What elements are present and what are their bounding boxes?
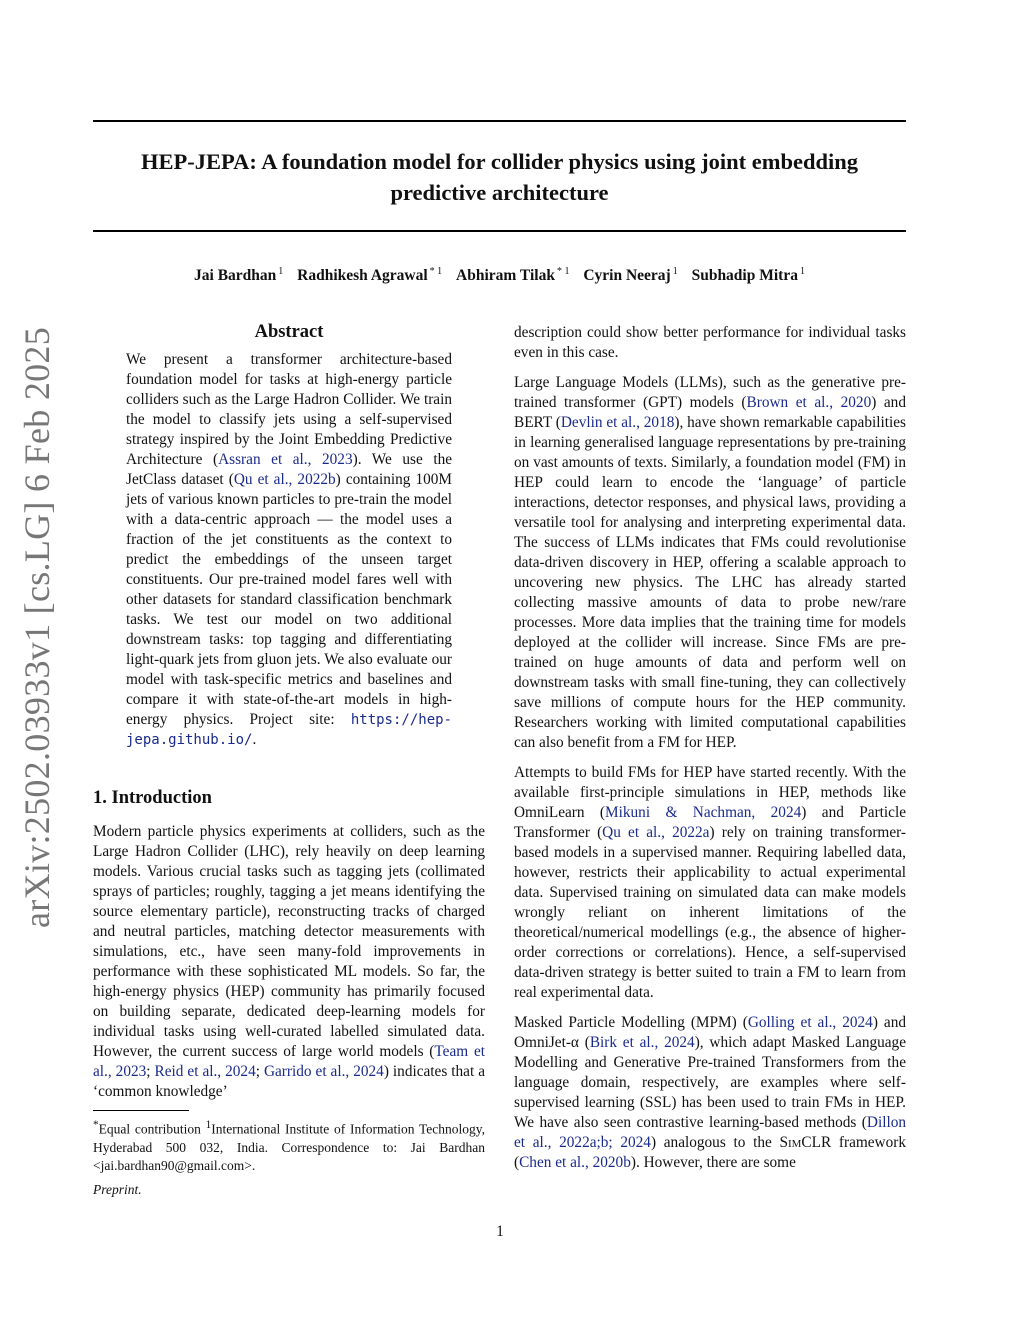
paragraph: Masked Particle Modelling (MPM) (Golling et al., 2024) and OmniJet-α (Birk et al., 2024), which adapt Masked Language Modelling and Generative Pre-trained Transformers from the language domain, respectively, are examples where self-supervised learning (SSL) has been used to train FMs in HEP. We have also seen contrastive learning-based methods (Dillon et al., 2022a;b; 2024) analogous to the SimCLR framework (Chen et al., 2020b). However, there are some: [514, 1014, 906, 1171]
author: Cyrin Neeraj $^1$: [583, 266, 678, 285]
citation-link[interactable]: Chen et al., 2020b: [519, 1154, 631, 1171]
citation-link[interactable]: Devlin et al., 2018: [560, 414, 675, 431]
citation-link[interactable]: Team et al., 2023: [93, 1043, 485, 1080]
author: Subhadip Mitra $^1$: [691, 266, 805, 285]
author: Abhiram Tilak $^{* 1}$: [456, 266, 570, 285]
citation-link[interactable]: Dillon et al., 2022a;b; 2024: [514, 1114, 906, 1151]
citation-link[interactable]: Mikuni & Nachman, 2024: [605, 804, 802, 821]
method-name: SimCLR: [779, 1134, 832, 1151]
citation-link[interactable]: Reid et al., 2024: [154, 1063, 256, 1080]
paragraph: Attempts to build FMs for HEP have started recently. With the available first-principle simulations in HEP, methods like OmniLearn (Mikuni & Nachman, 2024) and Particle Transformer (Qu et al., 2022a) rely on training transformer-based models in a supervised manner. Requiring labelled data, however, restricts their applicability to actual experimental data. Supervised training on simulated data can make models wrongly reliant on inherent limitations of the theoretical/numerical modellings (e.g., the absence of higher-order corrections or correlations). Hence, a self-supervised data-driven strategy is better suited to train a FM to learn from real experimental data.: [514, 764, 907, 1001]
citation-link[interactable]: Golling et al., 2024: [747, 1014, 873, 1031]
citation-link[interactable]: Birk et al., 2024: [589, 1034, 695, 1051]
paper-title: HEP-JEPA: A foundation model for collider physics using joint embedding predictive architecture: [141, 149, 858, 205]
author: Radhikesh Agrawal $^{* 1}$: [297, 266, 443, 285]
title-rule-bottom: [93, 230, 906, 232]
arxiv-identifier: arXiv:2502.03933v1 [cs.LG] 6 Feb 2025: [17, 326, 57, 928]
introduction-paragraph: Modern particle physics experiments at colliders, such as the Large Hadron Collider (LHC), rely heavily on deep learning models. Various crucial tasks such as tagging jets (collimated sprays of particles; roughly, tagging a jet means identifying the source elementary particle), reconstructing tracks of charged and neutral particles, matching detector measurements with simulations, etc., have seen many-fold improvements in performance with these sophisticated ML models. So far, the high-energy physics (HEP) community has primarily focused on building separate, dedicated deep-learning models for individual tasks using well-curated labelled simulated data. However, the current success of large world models (Team et al., 2023; Reid et al., 2024; Garrido et al., 2024) indicates that a ‘common knowledge’: [93, 823, 486, 1100]
author: Jai Bardhan $^1$: [194, 266, 284, 285]
page-number: 1: [496, 1223, 504, 1240]
abstract-heading: Abstract: [254, 322, 324, 342]
author-list: [93, 266, 906, 285]
preprint-label: Preprint.: [93, 1182, 142, 1197]
citation-link[interactable]: Assran et al., 2023: [218, 451, 353, 468]
citation-link[interactable]: Qu et al., 2022a: [602, 824, 710, 841]
project-site-link[interactable]: https://hep-jepa.github.io/: [126, 712, 452, 748]
title-rule-top: [93, 120, 906, 122]
footnote: *Equal contribution $^1$International Institute of Information Technology, Hyderabad 500 032, India. Correspondence to: Jai Bardhan <jai.bardhan90@gmail.com>.: [93, 1119, 486, 1173]
abstract-body: We present a transformer architecture-based foundation model for tasks at high-energy particle colliders such as the Large Hadron Collider. We train the model to classify jets using a self-supervised strategy inspired by the Joint Embedding Predictive Architecture (Assran et al., 2023). We use the JetClass dataset (Qu et al., 2022b) containing 100M jets of various known particles to pre-train the model with a data-centric approach — the model uses a fraction of the jet constituents as the context to predict the embeddings of the unseen target constituents. Our pre-trained model fares well with other datasets for standard classification benchmark tasks. We test our model on two additional downstream tasks: top tagging and differentiating light-quark jets from gluon jets. We also evaluate our model with task-specific metrics and baselines and compare it with state-of-the-art models in high-energy physics. Project site: https://hep-jepa.github.io/.: [126, 351, 453, 748]
citation-link[interactable]: Garrido et al., 2024: [263, 1063, 384, 1080]
paragraph: description could show better performance for individual tasks even in this case.: [514, 324, 906, 361]
footnote-rule: [93, 1110, 189, 1111]
citation-link[interactable]: Qu et al., 2022b: [233, 471, 336, 488]
right-column: [514, 323, 906, 1183]
citation-link[interactable]: Brown et al., 2020: [746, 394, 872, 411]
paragraph: Large Language Models (LLMs), such as the generative pre-trained transformer (GPT) models (Brown et al., 2020) and BERT (Devlin et al., 2018), have shown remarkable capabilities in learning generalised language representations by pre-training on vast amounts of texts. Similarly, a foundation model (FM) in HEP could learn to encode the ‘language’ of particle interactions, detector responses, and physical laws, providing a versatile tool for analysing and interpreting experimental data. The success of LLMs indicates that FMs could revolutionise data-driven discovery in HEP, offering a scalable approach to uncovering new physics. The LHC has already started collecting massive amounts of data to probe new/rare processes. More data implies that the training time for models deployed at the collider will increase. Since FMs are pre-trained on huge amounts of data and perform well on downstream tasks with small fine-tuning, they can collectively save millions of compute hours for the HEP community. Researchers working with limited computational capabilities can also benefit from a FM for HEP.: [514, 374, 906, 751]
section-heading-introduction: 1. Introduction: [93, 788, 212, 808]
